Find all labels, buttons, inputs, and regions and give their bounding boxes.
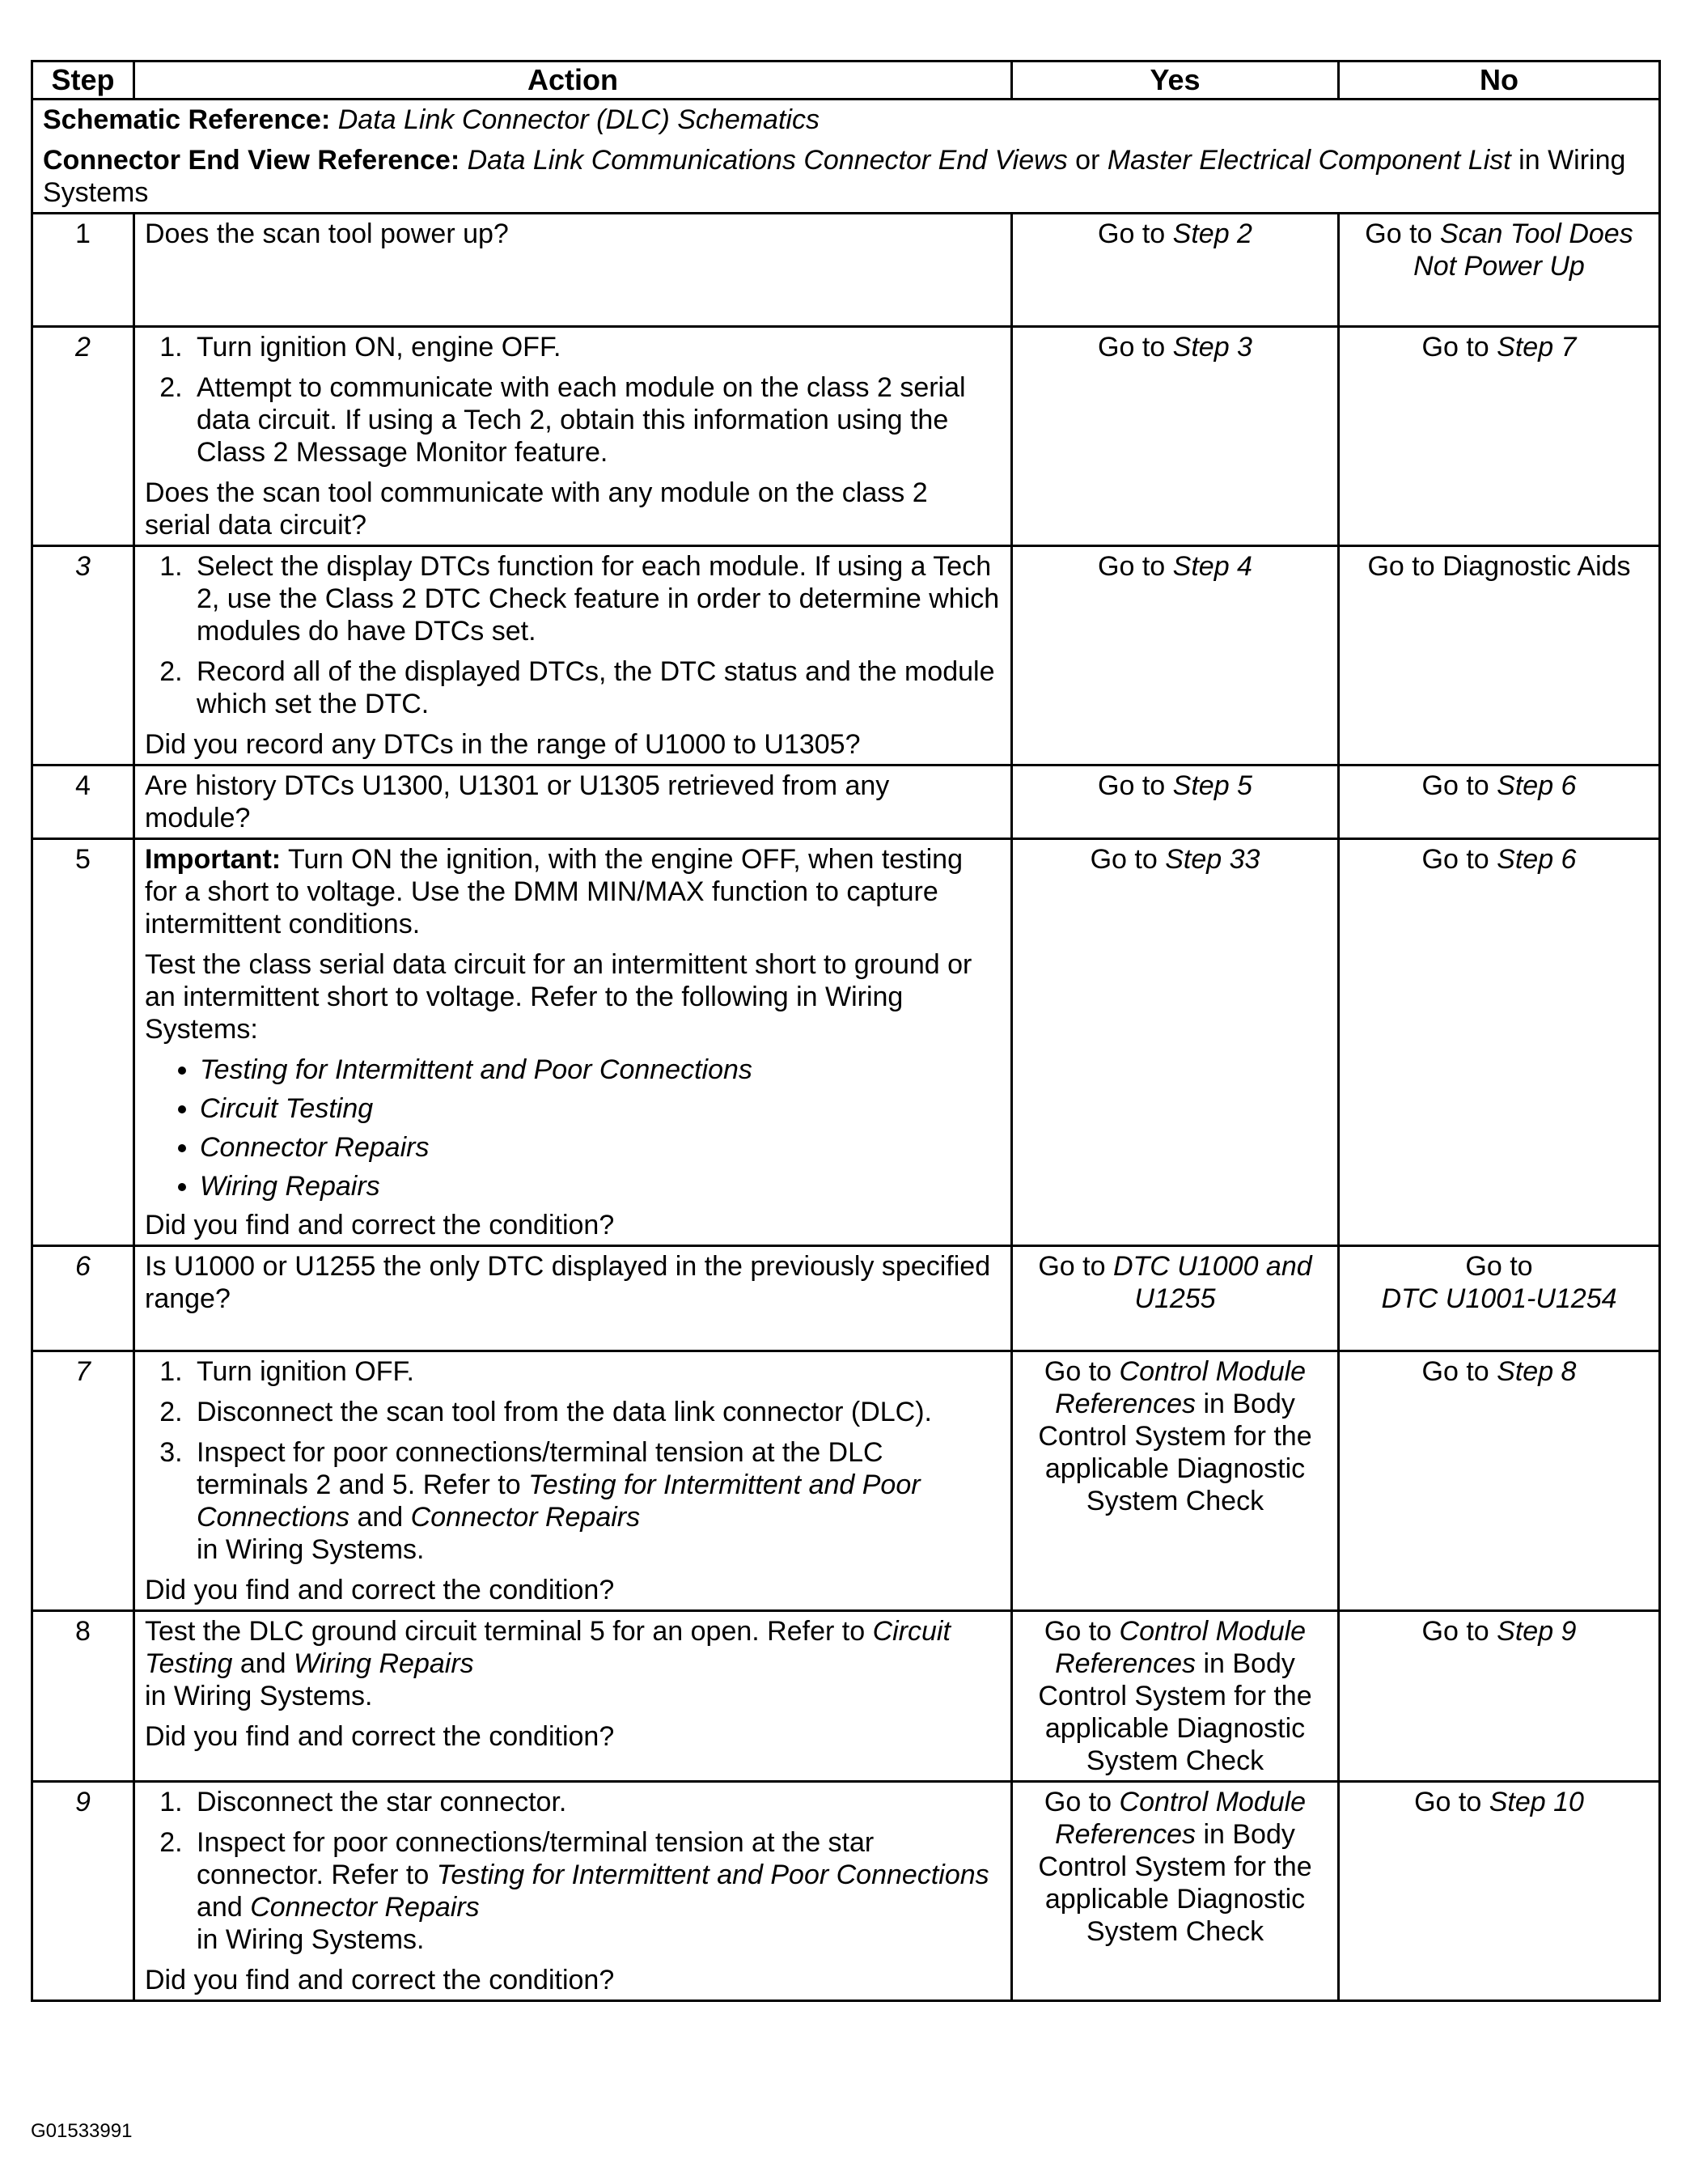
reference-link[interactable]: Wiring Repairs: [294, 1648, 474, 1679]
action-steps: [145, 1355, 1001, 1566]
yes-link[interactable]: Control Module References: [1055, 1616, 1307, 1679]
yes-cell: [1012, 1611, 1339, 1782]
no-link[interactable]: Step 8: [1497, 1356, 1577, 1387]
reference-item: [200, 1054, 1001, 1086]
header-step: Step: [32, 61, 134, 100]
no-link[interactable]: Scan Tool Does Not Power Up: [1413, 218, 1633, 282]
yes-prefix: Go to: [1090, 844, 1158, 875]
action-cell: [134, 327, 1012, 546]
action-question: Did you find and correct the condition?: [145, 1721, 615, 1752]
no-prefix: Go to: [1365, 218, 1433, 249]
connector-reference-or: or: [1075, 145, 1100, 176]
table-row: [32, 1611, 1660, 1782]
yes-prefix: Go to: [1098, 218, 1166, 249]
reference-cell: [32, 100, 1660, 214]
yes-cell: [1012, 765, 1339, 839]
action-question: Did you find and correct the condition?: [145, 1210, 615, 1240]
yes-cell: [1012, 1782, 1339, 2001]
yes-prefix: Go to: [1098, 551, 1166, 582]
yes-prefix: Go to: [1044, 1356, 1112, 1387]
step-number: 8: [32, 1611, 134, 1782]
header-action: Action: [134, 61, 1012, 100]
action-question: Did you find and correct the condition?: [145, 1965, 615, 1995]
yes-link[interactable]: Step 2: [1172, 218, 1252, 249]
diagnostic-document: [31, 60, 1658, 2002]
step-number: 7: [32, 1351, 134, 1611]
yes-link[interactable]: Control Module References: [1055, 1787, 1307, 1850]
no-cell: [1339, 327, 1660, 546]
connector-reference: [43, 144, 1649, 209]
no-cell: [1339, 214, 1660, 327]
table-row: [32, 214, 1660, 327]
action-step: 2. Disconnect the scan tool from the data link connector (DLC).: [190, 1396, 1001, 1428]
action-cell: [134, 765, 1012, 839]
yes-link[interactable]: Control Module References: [1055, 1356, 1307, 1419]
no-cell: [1339, 1351, 1660, 1611]
no-prefix: Go to: [1421, 332, 1489, 363]
conjunction: and: [197, 1892, 243, 1923]
reference-link[interactable]: Circuit Testing: [145, 1616, 951, 1679]
yes-cell: [1012, 839, 1339, 1246]
no-cell: [1339, 546, 1660, 765]
table-row: [32, 327, 1660, 546]
action-step: [190, 1436, 1001, 1566]
yes-cell: [1012, 1246, 1339, 1351]
action-cell: [134, 214, 1012, 327]
action-step: 1. Turn ignition ON, engine OFF.: [190, 331, 1001, 363]
connector-reference-value-2: Master Electrical Component List: [1107, 145, 1511, 176]
reference-link[interactable]: Connector Repairs: [410, 1502, 641, 1533]
yes-suffix: in Body Control System for the applicable Diagnostic System Check: [1038, 1648, 1312, 1776]
reference-item: [200, 1170, 1001, 1202]
action-step-text: Inspect for poor connections/terminal tension at the DLC terminals 2 and 5. Refer to: [197, 1437, 883, 1500]
reference-link[interactable]: Testing for Intermittent and Poor Connections: [197, 1469, 921, 1533]
no-cell: [1339, 1611, 1660, 1782]
step-number: 3: [32, 546, 134, 765]
reference-row: [32, 100, 1660, 214]
yes-prefix: Go to: [1044, 1787, 1112, 1817]
action-step-text: in Wiring Systems.: [197, 1534, 425, 1565]
no-link[interactable]: DTC U1001-U1254: [1381, 1283, 1617, 1314]
yes-cell: [1012, 546, 1339, 765]
yes-link[interactable]: Step 3: [1172, 332, 1252, 363]
action-question: Did you find and correct the condition?: [145, 1575, 615, 1605]
test-instruction: Test the class serial data circuit for an intermittent short to ground or an intermittent short to voltage. Refer to the following in Wiring Systems:: [145, 949, 972, 1045]
no-prefix: Go to: [1421, 1616, 1489, 1647]
yes-link[interactable]: Step 33: [1165, 844, 1260, 875]
no-cell: [1339, 839, 1660, 1246]
action-question: Does the scan tool power up?: [145, 218, 509, 249]
figure-id: G01533991: [31, 2120, 133, 2142]
reference-link[interactable]: Testing for Intermittent and Poor Connections: [436, 1860, 989, 1890]
header-no: No: [1339, 61, 1660, 100]
yes-prefix: Go to: [1098, 770, 1166, 801]
action-step-text: Inspect for poor connections/terminal tension at the star connector. Refer to: [197, 1827, 875, 1890]
action-step: 1. Turn ignition OFF.: [190, 1355, 1001, 1388]
action-step: 1. Select the display DTCs function for each module. If using a Tech 2, use the Class 2 DTC Check feature in order to determine which modules do have DTCs set.: [190, 550, 1001, 647]
no-link[interactable]: Step 7: [1497, 332, 1577, 363]
yes-suffix: in Body Control System for the applicable Diagnostic System Check: [1038, 1389, 1312, 1516]
no-link[interactable]: Step 6: [1497, 770, 1577, 801]
action-text: Test the DLC ground circuit terminal 5 for an open. Refer to: [145, 1616, 866, 1647]
step-number: 5: [32, 839, 134, 1246]
step-number: 2: [32, 327, 134, 546]
no-link[interactable]: Step 9: [1497, 1616, 1577, 1647]
action-question: Is U1000 or U1255 the only DTC displayed in the previously specified range?: [145, 1251, 991, 1314]
action-step: 2. Attempt to communicate with each module on the class 2 serial data circuit. If using a Tech 2, obtain this information using the Class 2 Message Monitor feature.: [190, 371, 1001, 469]
no-prefix: Go to: [1421, 770, 1489, 801]
reference-link[interactable]: Wiring Repairs: [200, 1171, 380, 1202]
action-question: Does the scan tool communicate with any module on the class 2 serial data circuit?: [145, 477, 928, 541]
table-row: [32, 839, 1660, 1246]
reference-item: [200, 1131, 1001, 1164]
action-step: [190, 1826, 1001, 1956]
action-step: 2. Record all of the displayed DTCs, the DTC status and the module which set the DTC.: [190, 655, 1001, 720]
schematic-reference-value: Data Link Connector (DLC) Schematics: [337, 104, 820, 135]
yes-cell: [1012, 1351, 1339, 1611]
connector-reference-suffix: in Wiring Systems: [43, 145, 1626, 208]
step-number: 9: [32, 1782, 134, 2001]
schematic-reference: [43, 104, 1649, 136]
no-prefix: Go to: [1421, 1356, 1489, 1387]
important-text: Turn ON the ignition, with the engine OFF, when testing for a short to voltage. Use the DMM MIN/MAX function to capture intermittent conditions.: [145, 844, 963, 939]
conjunction: and: [357, 1502, 404, 1533]
reference-link[interactable]: Connector Repairs: [250, 1892, 480, 1923]
no-prefix: Go to: [1465, 1251, 1533, 1282]
yes-cell: [1012, 214, 1339, 327]
action-question: Did you record any DTCs in the range of U1000 to U1305?: [145, 729, 861, 760]
yes-prefix: Go to: [1038, 1251, 1106, 1282]
action-cell: [134, 1351, 1012, 1611]
reference-link[interactable]: Testing for Intermittent and Poor Connections: [200, 1054, 752, 1085]
yes-link[interactable]: Step 5: [1172, 770, 1252, 801]
diagnostic-table: [31, 60, 1661, 2002]
conjunction: and: [239, 1648, 286, 1679]
no-prefix: Go to: [1421, 844, 1489, 875]
step-number: 4: [32, 765, 134, 839]
schematic-reference-label: Schematic Reference:: [43, 104, 331, 135]
action-cell: [134, 546, 1012, 765]
important-label: Important:: [145, 844, 282, 875]
action-cell: [134, 1611, 1012, 1782]
action-text: in Wiring Systems.: [145, 1681, 373, 1711]
reference-item: [200, 1092, 1001, 1125]
no-cell: [1339, 765, 1660, 839]
connector-reference-label: Connector End View Reference:: [43, 145, 460, 176]
no-prefix: Go to: [1414, 1787, 1482, 1817]
table-row: [32, 1351, 1660, 1611]
yes-prefix: Go to: [1098, 332, 1166, 363]
yes-prefix: Go to: [1044, 1616, 1112, 1647]
reference-list: [145, 1054, 1001, 1202]
action-cell: [134, 839, 1012, 1246]
yes-suffix: in Body Control System for the applicable Diagnostic System Check: [1038, 1819, 1312, 1947]
table-row: [32, 1782, 1660, 2001]
step-number: 1: [32, 214, 134, 327]
action-cell: [134, 1246, 1012, 1351]
action-steps: [145, 1786, 1001, 1956]
action-step-text: in Wiring Systems.: [197, 1924, 425, 1955]
yes-link[interactable]: DTC U1000 and U1255: [1112, 1251, 1312, 1314]
connector-reference-value-1: Data Link Communications Connector End Views: [467, 145, 1068, 176]
action-question: Are history DTCs U1300, U1301 or U1305 retrieved from any module?: [145, 770, 890, 833]
header-row: [32, 61, 1660, 100]
table-row: [32, 1246, 1660, 1351]
yes-link[interactable]: Step 4: [1172, 551, 1252, 582]
important-note: [145, 843, 1001, 940]
action-steps: [145, 331, 1001, 469]
no-link[interactable]: Go to Diagnostic Aids: [1367, 551, 1631, 582]
action-instruction: [145, 1615, 1001, 1712]
reference-link[interactable]: Circuit Testing: [200, 1093, 374, 1124]
header-yes: Yes: [1012, 61, 1339, 100]
yes-cell: [1012, 327, 1339, 546]
no-cell: [1339, 1246, 1660, 1351]
reference-link[interactable]: Connector Repairs: [200, 1132, 430, 1163]
no-link[interactable]: Step 6: [1497, 844, 1577, 875]
table-row: [32, 546, 1660, 765]
table-row: [32, 765, 1660, 839]
action-steps: [145, 550, 1001, 720]
action-cell: [134, 1782, 1012, 2001]
step-number: 6: [32, 1246, 134, 1351]
no-link[interactable]: Step 10: [1489, 1787, 1584, 1817]
no-cell: [1339, 1782, 1660, 2001]
action-step: 1. Disconnect the star connector.: [190, 1786, 1001, 1818]
